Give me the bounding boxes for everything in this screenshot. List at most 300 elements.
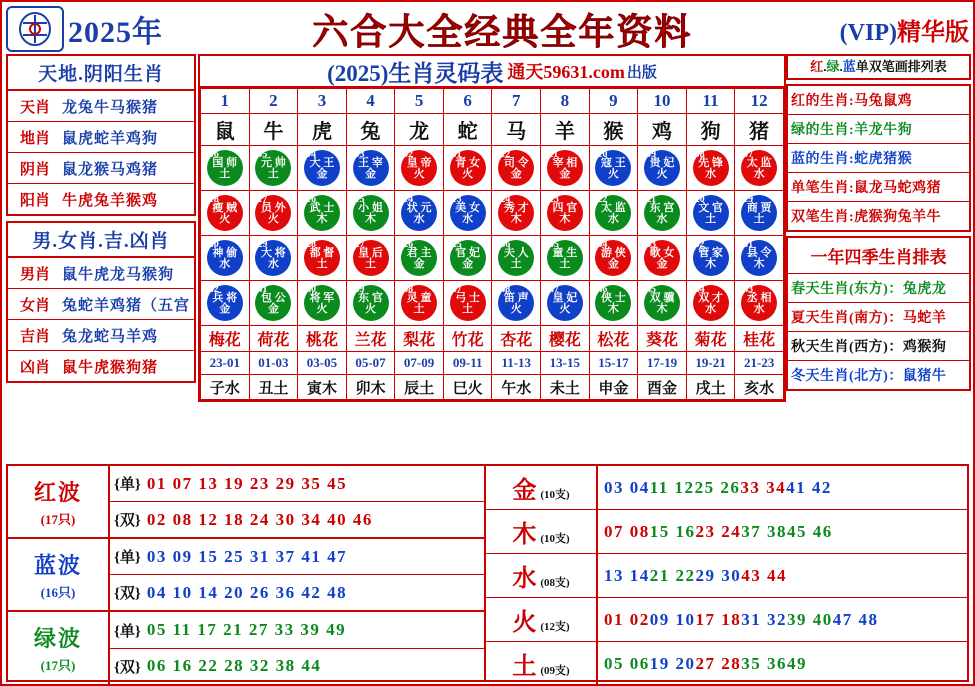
table-row [8,539,484,612]
ball-title: 笛 声 [503,292,529,304]
element-count: (12支) [540,621,570,633]
odd-numbers: 03 09 15 25 31 37 41 47 [146,546,348,566]
ball-element: 木 [607,303,619,315]
ball-cell[interactable] [346,281,395,326]
list-item: 秋天生肖(西方)：鸡猴狗 [788,332,969,361]
ball-number: 42 [208,284,219,295]
list-item: 单笔生肖:鼠龙马蛇鸡猪 [788,173,969,202]
ball-number: 05 [257,149,268,160]
ball-title: 大 王 [309,157,335,169]
num-seg: 21 22 [649,565,696,585]
ball-cell[interactable] [638,191,687,236]
ball-element: 金 [365,168,377,180]
ball-element: 火 [462,168,474,180]
ball-title: 司 令 [503,157,529,169]
ball-element: 水 [413,213,425,225]
ball-cell[interactable] [395,281,444,326]
odd-numbers: 01 07 13 19 23 29 35 45 [146,473,348,493]
zodiac-title-main: (2025)生肖灵码表 [327,60,504,86]
ball-number: 07 [743,149,754,160]
ball-cell[interactable] [201,236,250,281]
ball-number: 12 [500,149,511,160]
list-item: 冬天生肖(北方)：鼠猪牛 [791,369,947,384]
list-item: 春天生肖(东方)：兔虎龙 [788,274,969,303]
year-label: 2025年 [68,16,163,49]
element-numbers [596,554,967,597]
ball-element: 土 [316,258,328,270]
num-seg: 43 44 [741,565,787,585]
ball-title: 官 妃 [455,247,481,259]
hour-range: 05-07 [346,352,395,375]
zodiac-title-tail: 出版 [626,64,657,81]
ball-title: 侠 士 [601,292,626,304]
heaven-earth-panel [6,54,196,216]
ball-cell[interactable] [492,281,541,326]
ball-cell[interactable] [395,146,444,191]
ball-cell[interactable] [589,146,638,191]
ball-number: 47 [548,284,559,295]
branch-element: 寅木 [298,375,347,400]
ball-cell[interactable] [201,281,250,326]
ball-cell[interactable] [638,146,687,191]
ball-element: 水 [705,303,717,315]
ball-number: 46 [597,284,608,295]
list-item: 红的生肖:马兔鼠鸡 [788,86,969,115]
right-column [786,54,971,395]
hour-range: 13-15 [541,352,590,375]
num-seg: 17 18 [695,609,742,629]
ball-element: 水 [607,213,619,225]
ball-title: 弓 士 [455,292,481,304]
wave-odd-row [110,466,484,502]
branch-element: 申金 [589,375,638,400]
hour-range: 21-23 [735,352,784,375]
ball-element: 木 [559,213,571,225]
col-number: 2 [249,89,298,114]
flower-name: 葵花 [638,326,687,352]
header-rest: 单双笔画排列表 [855,59,947,74]
color-stroke-header: 红.绿.蓝单双笔画排列表 [786,54,971,80]
header [6,6,969,52]
ball-number: 32 [694,239,705,250]
num-seg: 33 34 [740,477,787,497]
wave-numbers [110,466,484,537]
element-label-cell [486,558,596,593]
ball-cell[interactable] [541,236,590,281]
row-value: 兔蛇羊鸡猪（五宫 [62,297,191,314]
ball-title: 太 监 [746,157,772,169]
ball-element: 土 [413,303,425,315]
even-tag: {双} [114,659,141,676]
even-tag: {双} [114,586,141,602]
ball-element: 水 [753,303,765,315]
ball-element: 金 [462,258,474,270]
ball-title: 皇 帝 [406,157,432,169]
ball-cell[interactable] [249,236,298,281]
flower-name: 杏花 [492,326,541,352]
column-number-row [201,89,784,114]
ball-title: 先 锋 [698,157,723,169]
row-label: 吉肖 [19,328,50,345]
row-value: 鼠牛虎龙马猴狗 [62,266,175,283]
col-number: 5 [395,89,444,114]
wave-count: (16只) [40,584,76,600]
ball-cell[interactable] [589,281,638,326]
num-seg: 41 42 [786,477,832,497]
ball-element: 金 [559,168,571,180]
ball-cell[interactable] [735,281,784,326]
header-red: 红 [810,59,824,74]
ball-element: 金 [607,258,619,270]
ball-title: 童 生 [552,247,578,259]
branch-element: 辰土 [395,375,444,400]
element-label-cell [486,514,596,549]
table-row [486,598,967,642]
row-label: 天肖 [19,99,50,116]
row-label: 女肖 [19,297,50,314]
num-seg: 37 38 [741,521,787,541]
ball-cell[interactable] [492,146,541,191]
ball-number: 30 [208,239,219,250]
col-number: 11 [686,89,735,114]
gender-fortune-panel [6,221,196,383]
wave-odd-row [110,613,484,649]
ball-element: 土 [267,168,279,180]
ball-number: 19 [743,194,754,205]
ball-title: 小 姐 [358,202,383,214]
ball-title: 商 贾 [746,202,772,214]
flower-name: 桃花 [298,326,347,352]
ball-cell[interactable] [541,281,590,326]
element-count: (10支) [540,533,570,545]
flower-name: 荷花 [249,326,298,352]
num-seg: 01 02 [604,609,650,629]
ball-cell[interactable] [589,191,638,236]
hour-range: 01-03 [249,352,298,375]
branch-element: 巳火 [443,375,492,400]
ball-number: 29 [257,239,268,250]
hour-range: 17-19 [638,352,687,375]
table-row [8,91,194,122]
ball-element: 水 [219,258,231,270]
ball-cell[interactable] [395,191,444,236]
ball-number: 21 [645,194,656,205]
ball-cell[interactable] [249,191,298,236]
ball-element: 土 [753,213,765,225]
wave-label-cell [8,612,110,684]
table-row [8,320,194,351]
ball-number: 27 [354,239,365,250]
even-numbers: 06 16 22 28 32 38 44 [146,656,322,675]
col-number: 7 [492,89,541,114]
ball-cell[interactable] [638,236,687,281]
ball-number: 03 [354,149,365,160]
list-item: 夏天生肖(南方)：马蛇羊 [788,303,969,332]
element-label-cell [486,470,596,505]
ball-title: 管 家 [698,247,723,259]
ball-number: 16 [305,194,316,205]
hour-range: 07-09 [395,352,444,375]
ball-element: 火 [267,213,279,225]
ball-cell[interactable] [346,191,395,236]
ball-cell[interactable] [298,236,347,281]
row-value: 鼠虎蛇羊鸡狗 [62,130,159,147]
ball-cell[interactable] [443,146,492,191]
list-item: 双笔生肖:虎猴狗兔羊牛 [791,210,942,225]
ball-cell[interactable] [298,146,347,191]
element-numbers [596,642,967,685]
ball-title: 双 才 [698,292,723,304]
heaven-earth-title: 天地.阴阳生肖 [8,56,194,91]
ball-number: 36 [500,239,511,250]
ball-element: 土 [462,303,474,315]
ball-cell[interactable] [638,281,687,326]
row-value: 牛虎兔羊猴鸡 [62,192,159,209]
ball-title: 县 令 [746,247,772,259]
ball-title: 青 女 [455,157,481,169]
flower-name: 梅花 [201,326,250,352]
ball-number: 02 [403,149,414,160]
zodiac-grid [200,88,784,400]
zodiac-name: 羊 [541,114,590,146]
row-value: 鼠龙猴马鸡猪 [62,161,159,178]
ball-element: 水 [267,258,279,270]
num-seg: 23 24 [695,521,742,541]
ball-title: 瘦 贼 [212,202,238,214]
ball-cell[interactable] [249,281,298,326]
ball-title: 灵 童 [406,292,432,304]
ball-number: 33 [645,239,656,250]
ball-cell[interactable] [395,236,444,281]
list-item: 绿的生肖:羊龙牛狗 [788,115,969,144]
branch-element: 酉金 [638,375,687,400]
ball-element: 水 [462,213,474,225]
zodiac-name: 猴 [589,114,638,146]
ball-title: 四 官 [552,202,578,214]
flower-name: 梨花 [395,326,444,352]
ball-element: 木 [705,258,717,270]
num-seg: 03 04 [604,477,650,497]
ball-number: 01 [451,149,462,160]
element-count: (09支) [540,665,570,677]
ball-number: 14 [403,194,414,205]
num-seg: 39 40 [787,609,833,629]
ball-title: 将 军 [309,292,335,304]
ball-cell[interactable] [443,281,492,326]
odd-tag: {单} [114,550,141,566]
ball-element: 土 [705,213,717,225]
ball-cell[interactable] [735,191,784,236]
branch-element: 子水 [201,375,250,400]
ball-cell[interactable] [443,191,492,236]
row-value: 龙兔牛马猴猪 [62,99,159,116]
row-label: 地肖 [19,130,50,147]
ball-title: 包 公 [260,292,286,304]
ball-element: 水 [753,168,765,180]
ball-cell[interactable] [686,191,735,236]
ball-element: 木 [316,213,328,225]
num-seg: 27 28 [695,653,742,673]
zodiac-table-title [200,56,784,88]
ball-number: 45 [645,284,656,295]
num-seg: 19 20 [649,653,696,673]
branch-element: 亥水 [735,375,784,400]
ball-element: 土 [510,258,522,270]
gender-fortune-title: 男.女肖.吉.凶肖 [8,223,194,258]
ball-element: 木 [753,258,765,270]
branch-element: 未土 [541,375,590,400]
num-seg: 13 14 [604,565,650,585]
ball-element: 火 [365,303,377,315]
zodiac-name: 鸡 [638,114,687,146]
ball-number: 24 [500,194,511,205]
wave-count: (17只) [40,658,76,673]
col-number: 9 [589,89,638,114]
flower-name: 竹花 [443,326,492,352]
hour-range: 11-13 [492,352,541,375]
zodiac-name: 鼠 [201,114,250,146]
ball-element: 火 [607,168,619,180]
ball-cell[interactable] [201,191,250,236]
table-row [8,184,194,214]
ball-number: 23 [548,194,559,205]
row-label: 阴肖 [19,161,50,178]
ball-title: 状 元 [406,202,432,214]
ball-title: 文 官 [698,202,723,214]
ball-cell[interactable] [443,236,492,281]
ball-row [201,236,784,281]
zodiac-name: 兔 [346,114,395,146]
ball-title: 双 骥 [649,292,675,304]
branch-element: 戌土 [686,375,735,400]
num-seg: 05 06 [604,653,650,673]
row-label: 男肖 [19,266,50,283]
ball-element: 木 [656,303,668,315]
ball-title: 大 将 [260,247,286,259]
wave-even-row [110,502,484,537]
ball-number: 08 [694,149,705,160]
ball-number: 22 [597,194,608,205]
wave-numbers [110,539,484,610]
ball-number: 48 [500,284,511,295]
ball-element: 火 [656,168,668,180]
ball-cell[interactable] [686,281,735,326]
ball-title: 夫 人 [503,247,529,259]
ball-title: 美 女 [455,202,481,214]
ball-cell[interactable] [346,236,395,281]
ball-title: 王 宰 [358,157,383,169]
ball-cell[interactable] [298,281,347,326]
ball-cell[interactable] [541,146,590,191]
ball-cell[interactable] [589,236,638,281]
ball-number: 34 [597,239,608,250]
ball-title: 君 主 [406,247,432,259]
ball-number: 28 [305,239,316,250]
ball-title: 元 帅 [260,157,286,169]
odd-tag: {单} [114,477,141,493]
ball-element: 木 [510,213,522,225]
odd-tag: {单} [114,623,141,640]
ball-number: 17 [257,194,268,205]
element-label-cell [486,646,596,681]
wave-name: 蓝波 [33,552,82,578]
ball-row [201,281,784,326]
ball-element: 火 [219,213,231,225]
ball-cell[interactable] [492,191,541,236]
element-numbers [596,598,967,641]
num-seg: 11 12 [649,477,695,497]
ball-element: 火 [413,168,425,180]
wave-odd-row [110,539,484,575]
table-row [8,351,194,381]
ball-cell[interactable] [298,191,347,236]
ball-number: 25 [451,239,462,250]
ball-cell[interactable] [492,236,541,281]
ball-element: 金 [267,303,279,315]
list-item: 蓝的生肖:蛇虎猪猴 [788,144,969,173]
ball-element: 木 [365,213,377,225]
num-seg: 35 36 [741,653,787,673]
hour-range: 15-17 [589,352,638,375]
header-blue: 蓝 [842,59,856,74]
element-name: 火 [512,610,539,636]
ball-title: 丞 相 [746,292,772,304]
ball-cell[interactable] [686,236,735,281]
wave-name: 红波 [33,479,82,505]
num-seg: 09 10 [649,609,696,629]
col-number: 4 [346,89,395,114]
ball-cell[interactable] [735,236,784,281]
ball-title: 武 士 [309,202,335,214]
color-zodiac-box [786,84,971,232]
row-label: 阳肖 [19,192,50,209]
ball-cell[interactable] [201,146,250,191]
col-number: 8 [541,89,590,114]
header-green: 绿 [826,59,840,74]
wave-table [6,464,486,682]
ball-title: 东 官 [358,292,383,304]
col-number: 1 [201,89,250,114]
ball-cell[interactable] [686,146,735,191]
ball-title: 员 外 [260,202,286,214]
ball-number: 38 [403,284,414,295]
wave-numbers [110,612,484,684]
zodiac-name: 狗 [686,114,735,146]
element-name: 土 [512,654,539,680]
ball-number: 06 [208,149,219,160]
num-seg: 07 08 [604,521,650,541]
num-seg: 45 46 [787,521,833,541]
ball-title: 兵 将 [212,292,238,304]
ball-cell[interactable] [249,146,298,191]
ball-cell[interactable] [735,146,784,191]
ball-cell[interactable] [346,146,395,191]
flower-name: 兰花 [346,326,395,352]
ball-element: 火 [510,303,522,315]
ball-cell[interactable] [541,191,590,236]
season-zodiac-box [786,236,971,391]
odd-numbers: 05 11 17 21 27 33 39 49 [146,620,347,639]
table-row [486,510,967,554]
ball-number: 37 [451,284,462,295]
element-name: 木 [512,522,539,548]
ball-title: 神 偷 [212,247,238,259]
ball-number: 18 [208,194,219,205]
row-label: 凶肖 [19,359,50,376]
wave-name: 绿波 [33,626,82,651]
col-number: 12 [735,89,784,114]
element-count: (10支) [540,489,570,501]
